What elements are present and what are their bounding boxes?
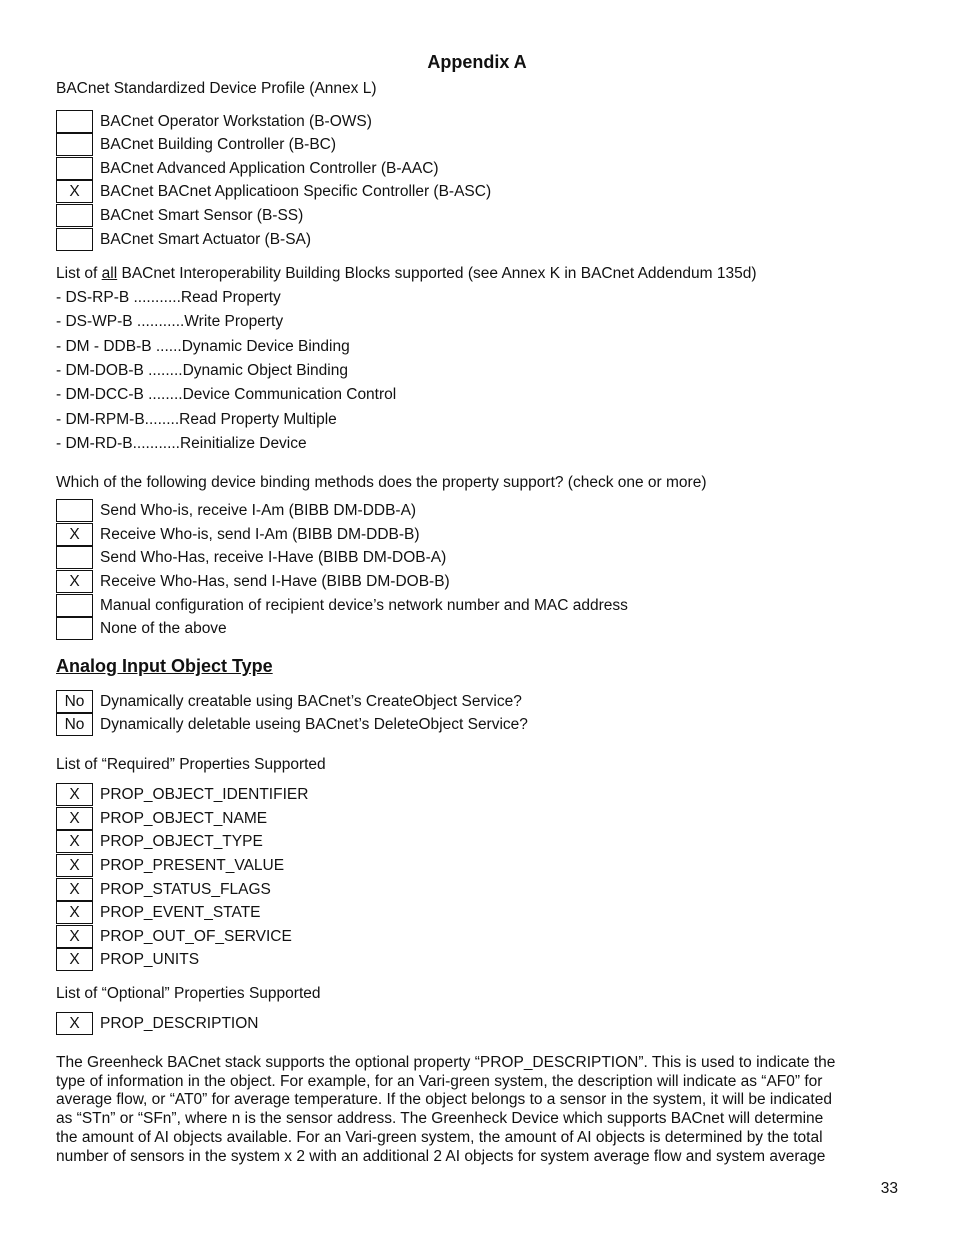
required-label: PROP_UNITS: [100, 951, 200, 968]
bibbs-heading-post: BACnet Interoperability Building Blocks supported (see Annex K in BACnet Addendum 135d): [117, 265, 757, 282]
binding-label-ddb-b: Receive Who-is, send I-Am (BIBB DM-DDB-B): [100, 526, 420, 543]
required-label: PROP_EVENT_STATE: [100, 904, 261, 921]
analog-heading: Analog Input Object Type: [56, 656, 273, 676]
bibbs-heading: [56, 264, 757, 284]
bibb-item: - DS-RP-B ...........Read Property: [56, 289, 281, 306]
optional-label: PROP_DESCRIPTION: [100, 1015, 259, 1032]
profile-label-b-ss: BACnet Smart Sensor (B-SS): [100, 207, 304, 224]
bibb-item: - DM-DOB-B ........Dynamic Object Binding: [56, 362, 348, 379]
profile-label-b-aac: BACnet Advanced Application Controller (B-AAC): [100, 160, 439, 177]
required-checkbox[interactable]: X: [56, 854, 93, 877]
binding-label-ddb-a: Send Who-is, receive I-Am (BIBB DM-DDB-A): [100, 502, 417, 519]
binding-checkbox-dob-b[interactable]: X: [56, 570, 93, 593]
dynamic-create-box[interactable]: No: [56, 690, 93, 713]
required-checkbox[interactable]: X: [56, 925, 93, 948]
required-label: PROP_STATUS_FLAGS: [100, 881, 271, 898]
profile-label-b-asc: BACnet BACnet Applicatioon Specific Controller (B-ASC): [100, 183, 492, 200]
description-line: The Greenheck BACnet stack supports the optional property “PROP_DESCRIPTION”. This is used to indicate the: [56, 1054, 836, 1071]
dynamic-delete-label: Dynamically deletable useing BACnet’s DeleteObject Service?: [100, 716, 528, 733]
binding-label-dob-a: Send Who-Has, receive I-Have (BIBB DM-DOB-A): [100, 549, 447, 566]
binding-label-dob-b: Receive Who-Has, send I-Have (BIBB DM-DOB-B): [100, 573, 450, 590]
page-title: Appendix A: [427, 52, 527, 72]
profile-checkbox-b-bc[interactable]: [56, 133, 93, 156]
description-line: the amount of AI objects available. For an Vari-green system, the amount of AI objects is determined by the total: [56, 1128, 823, 1146]
bibb-item: - DM - DDB-B ......Dynamic Device Binding: [56, 338, 350, 355]
bibb-item: - DM-RPM-B........Read Property Multiple: [56, 411, 337, 428]
required-checkbox[interactable]: X: [56, 901, 93, 924]
required-heading: List of “Required” Properties Supported: [56, 756, 326, 773]
bibbs-heading-pre: List of: [56, 265, 102, 282]
description-line: as “STn” or “SFn”, where n is the sensor address. The Greenheck Device which supports BACnet will determine: [56, 1110, 824, 1128]
profile-checkbox-b-sa[interactable]: [56, 228, 93, 251]
required-label: PROP_PRESENT_VALUE: [100, 857, 285, 874]
required-label: PROP_OBJECT_NAME: [100, 810, 268, 827]
binding-label-manual: Manual configuration of recipient device’s network number and MAC address: [100, 597, 628, 614]
required-label: PROP_OUT_OF_SERVICE: [100, 928, 292, 945]
required-label: PROP_OBJECT_IDENTIFIER: [100, 786, 309, 803]
description-line: type of information in the object. For example, for an Vari-green system, the description will indicate as “AF0” for: [56, 1072, 823, 1090]
binding-checkbox-ddb-b[interactable]: X: [56, 523, 93, 546]
profile-checkbox-b-aac[interactable]: [56, 157, 93, 180]
required-checkbox[interactable]: X: [56, 830, 93, 853]
binding-checkbox-ddb-a[interactable]: [56, 499, 93, 522]
required-checkbox[interactable]: X: [56, 807, 93, 830]
required-label: PROP_OBJECT_TYPE: [100, 833, 263, 850]
binding-label-none: None of the above: [100, 620, 227, 637]
binding-heading: Which of the following device binding methods does the property support? (check one or more): [56, 474, 707, 491]
profile-label-b-ows: BACnet Operator Workstation (B-OWS): [100, 113, 372, 130]
description-line: number of sensors in the system x 2 with an additional 2 AI objects for system average flow and system average: [56, 1147, 826, 1165]
dynamic-delete-box[interactable]: No: [56, 713, 93, 736]
optional-heading: List of “Optional” Properties Supported: [56, 985, 321, 1002]
binding-checkbox-dob-a[interactable]: [56, 546, 93, 569]
optional-checkbox[interactable]: X: [56, 1012, 93, 1035]
required-checkbox[interactable]: X: [56, 783, 93, 806]
profile-checkbox-b-ss[interactable]: [56, 204, 93, 227]
binding-checkbox-manual[interactable]: [56, 594, 93, 617]
required-checkbox[interactable]: X: [56, 948, 93, 971]
binding-checkbox-none[interactable]: [56, 617, 93, 640]
dynamic-create-label: Dynamically creatable using BACnet’s CreateObject Service?: [100, 693, 522, 710]
description-line: average flow, or “AT0” for average temperature. If the object belongs to a sensor in the system, it will be indicated: [56, 1091, 832, 1109]
profile-heading: BACnet Standardized Device Profile (Annex L): [56, 80, 377, 97]
profile-checkbox-b-ows[interactable]: [56, 110, 93, 133]
bibb-item: - DM-RD-B...........Reinitialize Device: [56, 435, 307, 452]
profile-label-b-sa: BACnet Smart Actuator (B-SA): [100, 231, 312, 248]
bibb-item: - DS-WP-B ...........Write Property: [56, 313, 284, 330]
description-paragraph: [56, 1054, 906, 1166]
profile-label-b-bc: BACnet Building Controller (B-BC): [100, 136, 337, 153]
bibb-item: - DM-DCC-B ........Device Communication Control: [56, 386, 397, 403]
bibbs-heading-all: all: [101, 265, 118, 282]
page-number: 33: [880, 1180, 898, 1197]
required-checkbox[interactable]: X: [56, 878, 93, 901]
profile-checkbox-b-asc[interactable]: X: [56, 180, 93, 203]
